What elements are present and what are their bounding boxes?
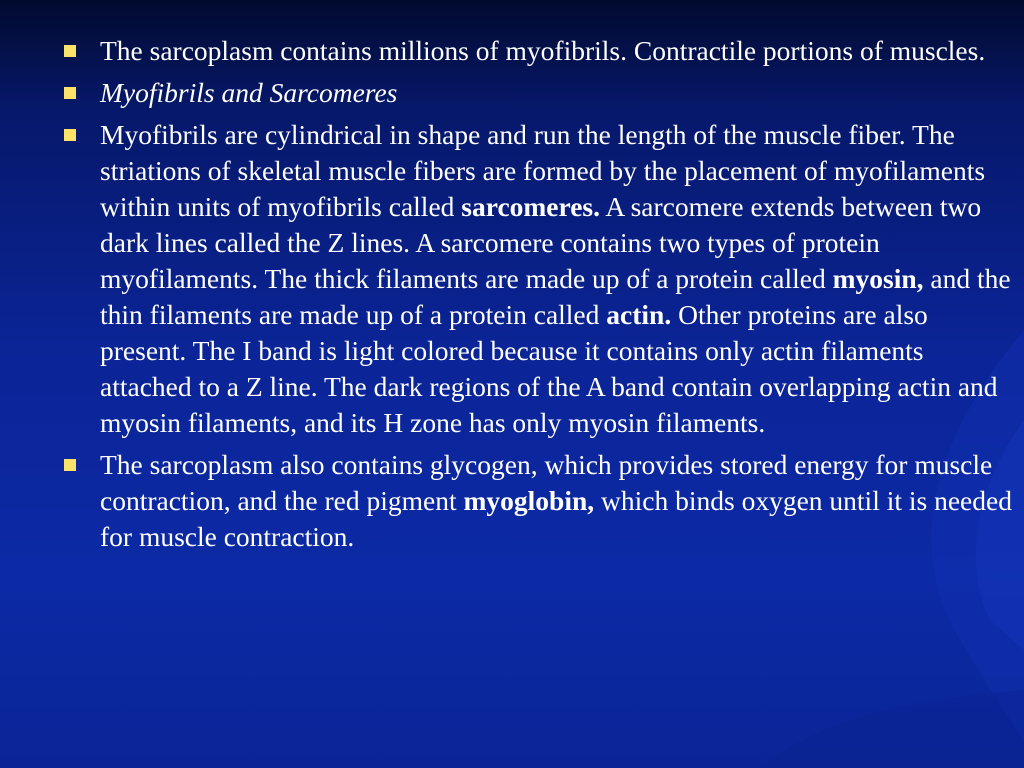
- bullet-item-4: [62, 447, 1020, 555]
- bullet-text-3b: A sarcomere extends between two dark lines called the Z lines. A sarcomere contains two types of protein myofilaments. The thick filaments are made up of a protein called: [100, 191, 982, 294]
- bullet-text-3a: Myofibrils are cylindrical in shape and run the length of the muscle fiber. The striations of skeletal muscle fibers are formed by the placement of myofilaments within units of myofibrils called: [100, 119, 986, 222]
- bullet-list: [62, 33, 1020, 561]
- square-bullet-icon: [64, 129, 76, 141]
- bullet-text-3c: and the thin filaments are made up of a protein called: [100, 263, 1011, 330]
- square-bullet-icon: [64, 459, 76, 471]
- term-sarcomeres: sarcomeres.: [461, 191, 601, 222]
- bullet-item-1: [62, 33, 1020, 69]
- square-bullet-icon: [64, 45, 76, 57]
- term-myoglobin: myoglobin,: [463, 485, 595, 516]
- bullet-item-3: [62, 117, 1020, 441]
- section-heading-myofibrils-and-sarcomeres: Myofibrils and Sarcomeres: [100, 77, 398, 108]
- term-actin: actin.: [606, 299, 672, 330]
- bullet-text-4a: The sarcoplasm also contains glycogen, which provides stored energy for muscle contraction, and the red pigment: [100, 449, 993, 516]
- bullet-item-2: [62, 75, 1020, 111]
- bullet-text-4b: which binds oxygen until it is needed for muscle contraction.: [100, 485, 1012, 552]
- bullet-text-3d: Other proteins are also present. The I band is light colored because it contains only actin filaments attached to a Z line. The dark regions of the A band contain overlapping actin and myosin filaments, and its H zone has only myosin filaments.: [100, 299, 998, 438]
- bullet-text-1: The sarcoplasm contains millions of myofibrils. Contractile portions of muscles.: [100, 35, 986, 66]
- square-bullet-icon: [64, 87, 76, 99]
- term-myosin: myosin,: [832, 263, 924, 294]
